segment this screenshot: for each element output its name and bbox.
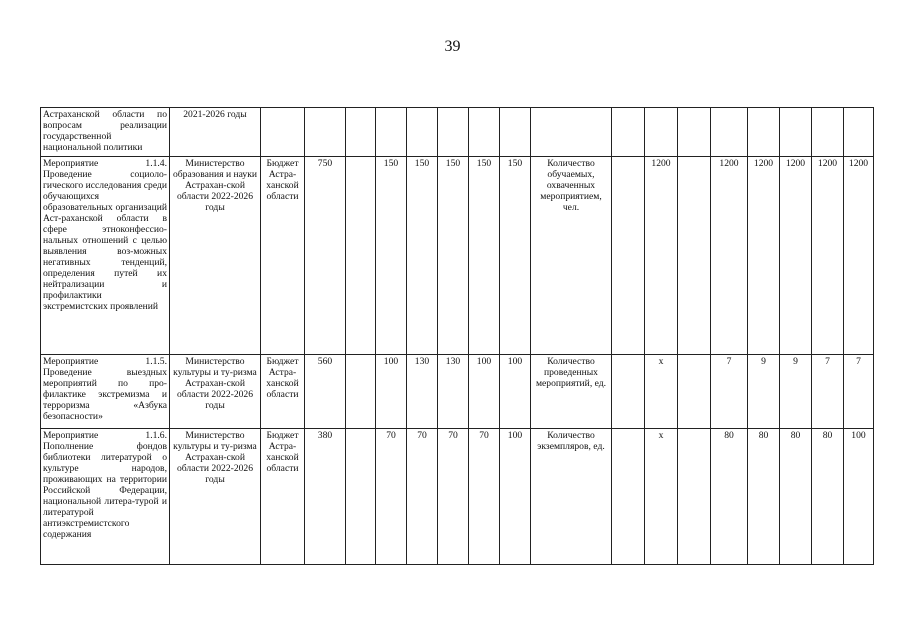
source-cell: Бюджет Астра-ханской области bbox=[261, 429, 305, 565]
total-cell bbox=[305, 108, 346, 157]
funding-2023: 70 bbox=[407, 429, 438, 565]
target-2022 bbox=[711, 108, 748, 157]
funding-2026 bbox=[500, 108, 531, 157]
target-2022: 1200 bbox=[711, 157, 748, 355]
target-2024: 1200 bbox=[780, 157, 812, 355]
total-cell: 560 bbox=[305, 355, 346, 429]
measure-name: Мероприятие 1.1.4. Проведение социоло-гического исследования среди обучающихся образовательных организаций Аст-раханской области в сфере этноконфессио-нальных отношений с целью выявления воз-можных негативных тенденций, определения путей их нейтрализации и профилактики экстремистских проявлений bbox=[41, 157, 170, 355]
funding-2024: 150 bbox=[438, 157, 469, 355]
target-2024: 9 bbox=[780, 355, 812, 429]
funding-2022 bbox=[376, 108, 407, 157]
funding-2023: 130 bbox=[407, 355, 438, 429]
funding-2023 bbox=[407, 108, 438, 157]
target-2023: 80 bbox=[748, 429, 780, 565]
executor-cell: Министерство культуры и ту-ризма Астрахан-ской области 2022-2026 годы bbox=[170, 355, 261, 429]
empty-cell bbox=[678, 157, 711, 355]
target-2023 bbox=[748, 108, 780, 157]
executor-cell: Министерство культуры и ту-ризма Астрахан-ской области 2022-2026 годы bbox=[170, 429, 261, 565]
target-2026: 100 bbox=[844, 429, 874, 565]
indicator-cell: Количество проведенных мероприятий, ед. bbox=[531, 355, 612, 429]
funding-2024: 70 bbox=[438, 429, 469, 565]
funding-2024 bbox=[438, 108, 469, 157]
target-2025: 7 bbox=[812, 355, 844, 429]
empty-cell bbox=[346, 355, 376, 429]
measure-name: Мероприятие 1.1.5. Проведение выездных мероприятий по про-филактике экстремизма и терроризма «Азбука безопасности» bbox=[41, 355, 170, 429]
table-row bbox=[41, 355, 874, 429]
empty-cell bbox=[678, 108, 711, 157]
table-row bbox=[41, 157, 874, 355]
empty-cell bbox=[346, 108, 376, 157]
measure-name: Мероприятие 1.1.6. Пополнение фондов библиотеки литературой о культуре народов, проживающих на территории Российской Федерации, национальной литера-турой и литературой антиэкстремистского содержания bbox=[41, 429, 170, 565]
total-cell: 750 bbox=[305, 157, 346, 355]
source-cell bbox=[261, 108, 305, 157]
indicator-cell: Количество экземпляров, ед. bbox=[531, 429, 612, 565]
empty-cell bbox=[678, 355, 711, 429]
indicator-cell: Количество обучаемых, охваченных мероприятием, чел. bbox=[531, 157, 612, 355]
measure-name: Астраханской области по вопросам реализации государственной национальной политики bbox=[41, 108, 170, 157]
executor-cell: 2021-2026 годы bbox=[170, 108, 261, 157]
target-2023: 1200 bbox=[748, 157, 780, 355]
empty-cell bbox=[346, 157, 376, 355]
funding-2026: 150 bbox=[500, 157, 531, 355]
empty-cell bbox=[612, 355, 645, 429]
page-number: 39 bbox=[444, 38, 461, 55]
target-2022: 80 bbox=[711, 429, 748, 565]
funding-2025: 150 bbox=[469, 157, 500, 355]
table-row bbox=[41, 108, 874, 157]
target-2026: 1200 bbox=[844, 157, 874, 355]
funding-2025: 70 bbox=[469, 429, 500, 565]
source-cell: Бюджет Астра-ханской области bbox=[261, 355, 305, 429]
empty-cell bbox=[612, 108, 645, 157]
indicator-cell bbox=[531, 108, 612, 157]
target-2026 bbox=[844, 108, 874, 157]
target-2025: 1200 bbox=[812, 157, 844, 355]
base-value: x bbox=[645, 429, 678, 565]
base-value bbox=[645, 108, 678, 157]
target-2025 bbox=[812, 108, 844, 157]
funding-2026: 100 bbox=[500, 355, 531, 429]
funding-2024: 130 bbox=[438, 355, 469, 429]
target-2025: 80 bbox=[812, 429, 844, 565]
base-value: x bbox=[645, 355, 678, 429]
program-table bbox=[40, 107, 874, 565]
target-2024 bbox=[780, 108, 812, 157]
target-2022: 7 bbox=[711, 355, 748, 429]
funding-2022: 100 bbox=[376, 355, 407, 429]
target-2026: 7 bbox=[844, 355, 874, 429]
funding-2022: 150 bbox=[376, 157, 407, 355]
target-2024: 80 bbox=[780, 429, 812, 565]
empty-cell bbox=[678, 429, 711, 565]
executor-cell: Министерство образования и науки Астрахан-ской области 2022-2026 годы bbox=[170, 157, 261, 355]
total-cell: 380 bbox=[305, 429, 346, 565]
funding-2026: 100 bbox=[500, 429, 531, 565]
source-cell: Бюджет Астра-ханской области bbox=[261, 157, 305, 355]
empty-cell bbox=[612, 157, 645, 355]
empty-cell bbox=[612, 429, 645, 565]
funding-2023: 150 bbox=[407, 157, 438, 355]
table-row bbox=[41, 429, 874, 565]
funding-2025: 100 bbox=[469, 355, 500, 429]
target-2023: 9 bbox=[748, 355, 780, 429]
funding-2025 bbox=[469, 108, 500, 157]
base-value: 1200 bbox=[645, 157, 678, 355]
empty-cell bbox=[346, 429, 376, 565]
funding-2022: 70 bbox=[376, 429, 407, 565]
